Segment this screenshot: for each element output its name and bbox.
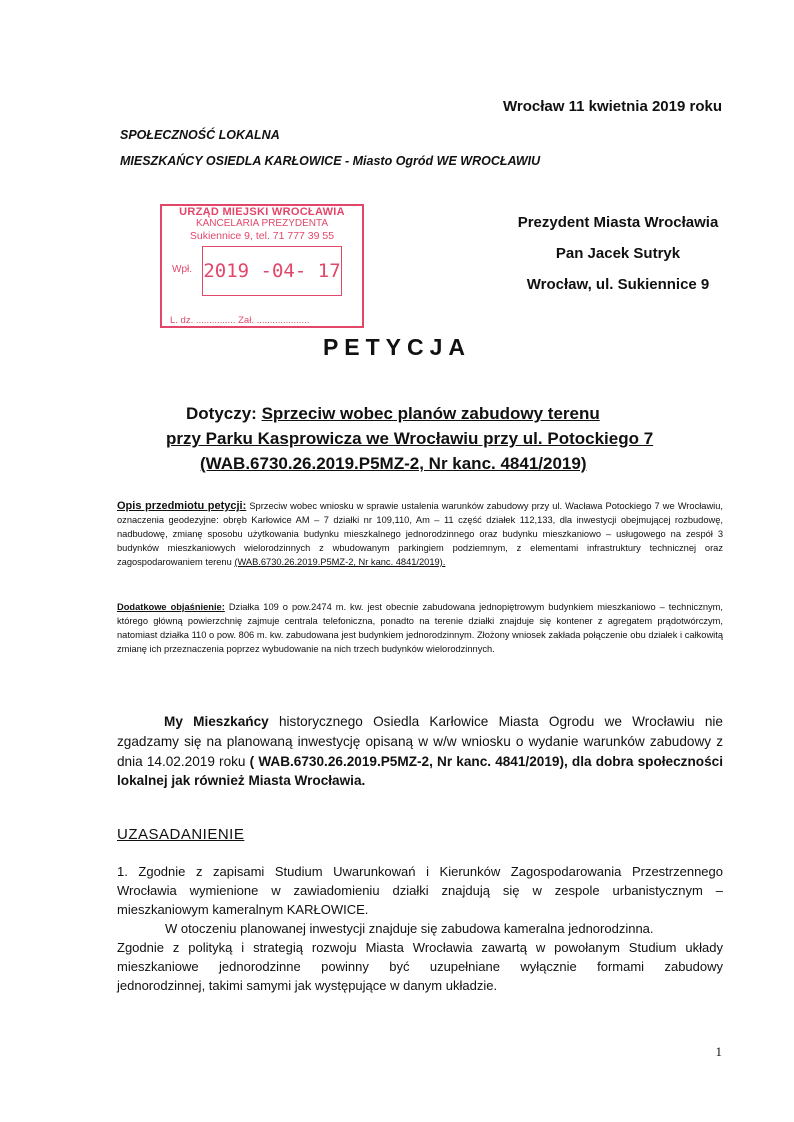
stamp-department: KANCELARIA PREZYDENTA <box>195 218 329 229</box>
stamp-date: 2019 -04- 17 <box>203 260 341 282</box>
stamp-wpl-label: Wpł. <box>172 264 192 275</box>
subject-description-ref: (WAB.6730.26.2019.P5MZ-2, Nr kanc. 4841/2019). <box>234 557 446 567</box>
justification-p1-line1: 1. Zgodnie z zapisami Studium Uwarunkowań i Kierunków Zagospodarowania Przestrzennego <box>117 864 723 879</box>
justification-p1-line3: mieszkaniowym kameralnym KARŁOWICE. <box>117 902 369 917</box>
recipient-line-3: Wrocław, ul. Sukiennice 9 <box>526 276 710 293</box>
justification-p2-line2: Zgodnie z polityką i strategią rozwoju Miasta Wrocławia zawartą w powołanym Studium układy <box>117 940 723 955</box>
sender-line-2: MIESZKAŃCY OSIEDLA KARŁOWICE - Miasto Ogród WE WROCŁAWIU <box>120 154 541 168</box>
registry-stamp <box>160 204 364 328</box>
recipient-line-1: Prezydent Miasta Wrocławia <box>517 214 719 231</box>
additional-explanation <box>117 600 723 656</box>
stamp-footer: L. dz. ............... Zał. .................... <box>170 315 310 326</box>
justification-p1-line2: Wrocławia wymienione w zawiadomieniu działki znajdują się w zespole urbanistycznym – <box>117 883 723 898</box>
page-number: 1 <box>715 1044 722 1059</box>
document-date: Wrocław 11 kwietnia 2019 roku <box>503 98 722 115</box>
additional-explanation-label: Dodatkowe objaśnienie: <box>117 602 225 612</box>
sender-line-1: SPOŁECZNOŚĆ LOKALNA <box>120 128 280 142</box>
justification-p2-line1: W otoczeniu planowanej inwestycji znajduje się zabudowa kameralna jednorodzinna. <box>165 921 654 936</box>
statement-bold-start: My Mieszkańcy <box>164 714 269 729</box>
recipient-line-2: Pan Jacek Sutryk <box>555 245 681 262</box>
concern-prefix: Dotyczy: <box>186 404 257 423</box>
additional-explanation-text: Działka 109 o pow.2474 m. kw. jest obecnie zabudowana jednopiętrowym budynkiem mieszkaniowo – technicznym, którego główną powierzchnię zajmuje centrala telefoniczna, ponadto na terenie działki znajduje się kontener z agregatem prądotwórczym, natomiast działka 110 o pow. 806 m. kw. zabudowana jest budynkiem jednorodzinnym. Złożony wniosek zakłada połączenie obu działek i całkowitą zmianę ich przeznaczenia poprzez wybudowanie na nich trzech budynków wielorodzinnych. <box>117 602 724 654</box>
stamp-office: URZĄD MIEJSKI WROCŁAWIA <box>179 206 345 218</box>
subject-description-label: Opis przedmiotu petycji: <box>117 500 247 512</box>
stamp-address: Sukiennice 9, tel. 71 777 39 55 <box>189 230 335 242</box>
subject-description <box>117 499 723 569</box>
concern-subject-1: Sprzeciw wobec planów zabudowy terenu <box>261 404 600 423</box>
statement-text: historycznego Osiedla Karłowice Miasta Ogrodu we Wrocławiu nie zgadzamy się na planowaną inwestycję opisaną w w/w wniosku o wydanie warunków zabudowy z dnia 14.02.2019 roku <box>117 714 723 769</box>
page-title: PETYCJA <box>322 334 472 360</box>
residents-statement <box>117 712 723 791</box>
justification-p2-line3: mieszkaniowe jednorodzinne powinny być uzupełniane wyłącznie formami zabudowy <box>117 959 723 974</box>
justification-p2-line4: jednorodzinnej, takimi samymi jak występujące w danym układzie. <box>117 978 498 993</box>
subject-description-text: Sprzeciw wobec wniosku w sprawie ustalenia warunków zabudowy przy ul. Wacława Potockiego 7 we Wrocławiu, oznaczenia geodezyjne: obręb Karłowice AM – 7 działki nr 109,110, Am – 11 część działek 112,133, dla inwestycji obejmującej rozbudowę, nadbudowę, zmianę sposobu użytkowania budynku mieszkalnego jednorodzinnego oraz budynku mieszkaniowo – usługowego na zespół 3 budynków mieszkaniowych wielorodzinnych z wbudowanym parkingiem podziemnym, z elementami infrastruktury technicznej oraz zagospodarowaniem terenu <box>117 501 723 567</box>
concern-line-1 <box>186 404 600 424</box>
concern-subject-2: przy Parku Kasprowicza we Wrocławiu przy ul. Potockiego 7 <box>166 429 654 448</box>
concern-reference: (WAB.6730.26.2019.P5MZ-2, Nr kanc. 4841/2019) <box>200 454 587 473</box>
justification-heading: UZASADANIENIE <box>117 826 245 843</box>
statement-bold-end: ( WAB.6730.26.2019.P5MZ-2, Nr kanc. 4841/2019), dla dobra społeczności lokalnej jak również Miasta Wrocławia. <box>117 753 723 789</box>
stamp-date-box <box>202 246 342 296</box>
